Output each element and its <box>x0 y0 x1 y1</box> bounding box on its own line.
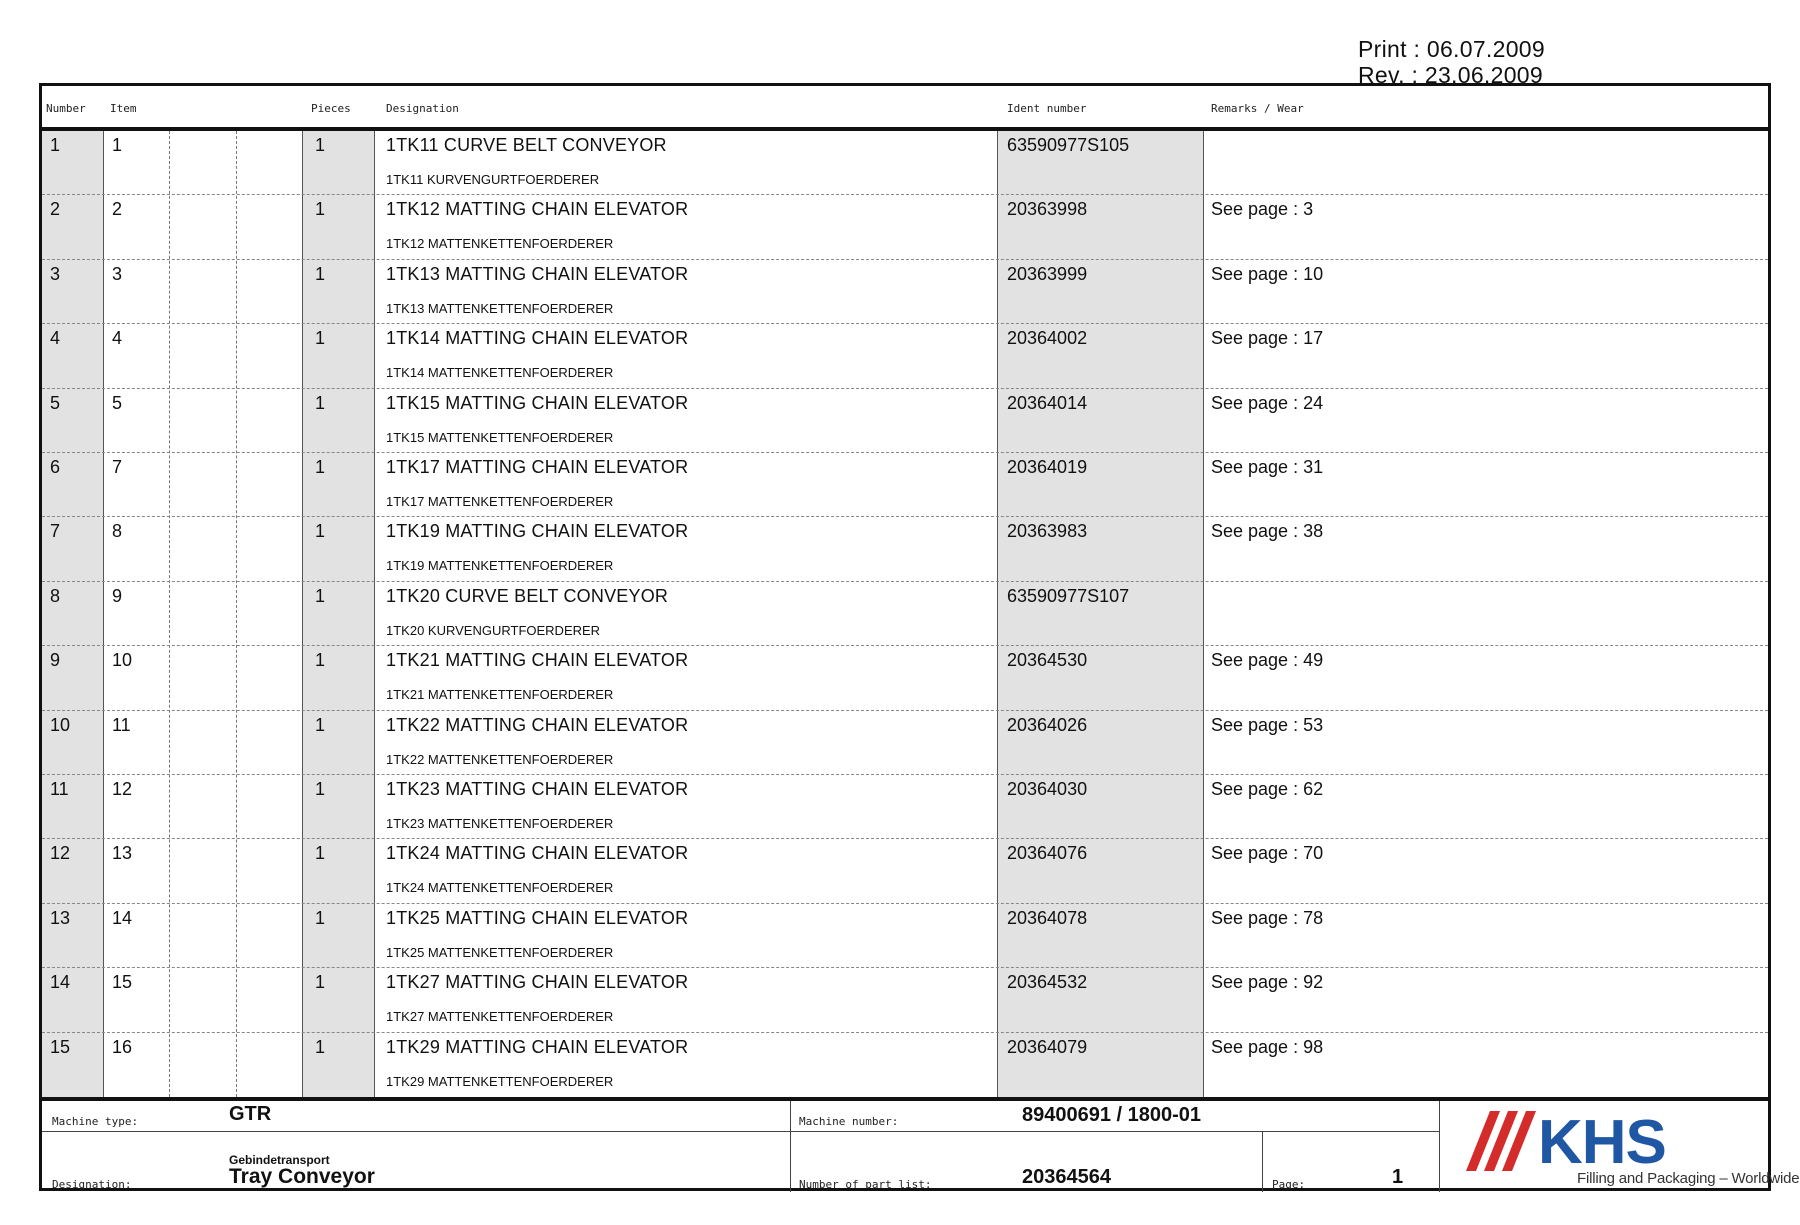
row-designation: 1TK23 MATTING CHAIN ELEVATOR <box>386 779 689 799</box>
row-pieces: 1 <box>315 199 326 220</box>
row-designation: 1TK15 MATTING CHAIN ELEVATOR <box>386 392 689 413</box>
row-number: 1 <box>50 135 61 155</box>
page-number: 1 <box>1392 1166 1404 1188</box>
table-row <box>42 711 1768 775</box>
table-row <box>42 131 1768 195</box>
table-row <box>42 517 1768 581</box>
row-remark[interactable]: See page : 78 <box>1211 907 1324 928</box>
row-designation: 1TK11 CURVE BELT CONVEYOR <box>386 135 667 155</box>
col-designation-header: Designation <box>386 102 459 115</box>
table-body <box>42 131 1768 1097</box>
row-pieces: 1 <box>315 457 326 477</box>
table-row <box>42 260 1768 324</box>
row-ident-number: 20364532 <box>1007 972 1088 993</box>
row-ident-number: 20364078 <box>1007 907 1088 928</box>
designation-german: Gebindetransport <box>229 1153 330 1167</box>
row-number: 8 <box>50 585 61 606</box>
title-block-divider <box>1262 1131 1263 1192</box>
row-pieces: 1 <box>315 585 326 606</box>
row-designation-german: 1TK22 MATTENKETTENFOERDERER <box>386 751 614 767</box>
row-designation: 1TK25 MATTING CHAIN ELEVATOR <box>386 907 689 928</box>
khs-logo <box>1462 1105 1800 1187</box>
row-item: 4 <box>112 328 123 349</box>
row-ident-number: 20363983 <box>1007 521 1088 542</box>
row-remark[interactable]: See page : 92 <box>1211 972 1324 993</box>
row-designation-german: 1TK24 MATTENKETTENFOERDERER <box>386 880 614 896</box>
row-pieces: 1 <box>315 907 326 928</box>
page-label: Page: <box>1272 1178 1306 1191</box>
row-number: 7 <box>50 521 61 542</box>
row-remark[interactable]: See page : 98 <box>1211 1036 1324 1057</box>
row-item: 15 <box>112 972 133 993</box>
row-designation-german: 1TK15 MATTENKETTENFOERDERER <box>386 429 614 445</box>
machine-number-value: 89400691 / 1800-01 <box>1022 1104 1202 1126</box>
row-remark[interactable]: See page : 31 <box>1211 457 1324 477</box>
table-row <box>42 839 1768 903</box>
row-designation-german: 1TK29 MATTENKETTENFOERDERER <box>386 1073 614 1089</box>
row-pieces: 1 <box>315 714 326 735</box>
row-ident-number: 63590977S105 <box>1007 135 1130 155</box>
row-designation-german: 1TK13 MATTENKETTENFOERDERER <box>386 300 614 316</box>
machine-number-label: Machine number: <box>799 1115 899 1128</box>
machine-type-label: Machine type: <box>52 1115 139 1128</box>
row-designation-german: 1TK19 MATTENKETTENFOERDERER <box>386 558 614 574</box>
machine-type-value: GTR <box>229 1103 272 1125</box>
title-block-divider <box>1439 1101 1440 1192</box>
row-ident-number: 20364030 <box>1007 779 1088 799</box>
part-list-value: 20364564 <box>1022 1166 1111 1188</box>
row-number: 4 <box>50 328 61 349</box>
row-designation-german: 1TK23 MATTENKETTENFOERDERER <box>386 816 614 831</box>
table-row <box>42 968 1768 1032</box>
row-pieces: 1 <box>315 263 326 284</box>
row-designation-german: 1TK25 MATTENKETTENFOERDERER <box>386 944 614 960</box>
row-designation: 1TK21 MATTING CHAIN ELEVATOR <box>386 650 689 671</box>
row-item: 16 <box>112 1036 133 1057</box>
row-number: 14 <box>50 972 71 993</box>
row-ident-number: 20363999 <box>1007 263 1088 284</box>
row-remark[interactable]: See page : 24 <box>1211 392 1324 413</box>
row-designation-german: 1TK21 MATTENKETTENFOERDERER <box>386 687 614 703</box>
row-designation: 1TK24 MATTING CHAIN ELEVATOR <box>386 843 689 864</box>
row-ident-number: 20364026 <box>1007 714 1088 735</box>
designation-english: Tray Conveyor <box>229 1165 375 1188</box>
revision-date: Rev. : 23.06.2009 <box>1358 62 1543 88</box>
row-designation: 1TK12 MATTING CHAIN ELEVATOR <box>386 199 689 220</box>
row-number: 3 <box>50 263 61 284</box>
row-number: 10 <box>50 714 71 735</box>
row-number: 2 <box>50 199 61 220</box>
row-item: 9 <box>112 585 123 606</box>
row-pieces: 1 <box>315 135 326 155</box>
row-pieces: 1 <box>315 972 326 993</box>
row-item: 2 <box>112 199 123 220</box>
row-ident-number: 20364002 <box>1007 328 1088 349</box>
row-remark[interactable]: See page : 49 <box>1211 650 1324 671</box>
row-designation: 1TK13 MATTING CHAIN ELEVATOR <box>386 263 689 284</box>
row-item: 3 <box>112 263 123 284</box>
row-designation: 1TK27 MATTING CHAIN ELEVATOR <box>386 972 689 993</box>
row-ident-number: 20364079 <box>1007 1036 1088 1057</box>
row-pieces: 1 <box>315 328 326 349</box>
row-remark[interactable]: See page : 3 <box>1211 199 1314 220</box>
row-designation: 1TK17 MATTING CHAIN ELEVATOR <box>386 457 689 477</box>
row-designation: 1TK22 MATTING CHAIN ELEVATOR <box>386 714 689 735</box>
print-info <box>1358 36 1545 88</box>
row-item: 8 <box>112 521 123 542</box>
row-designation: 1TK29 MATTING CHAIN ELEVATOR <box>386 1036 689 1057</box>
table-row <box>42 195 1768 259</box>
table-row <box>42 389 1768 453</box>
parts-list-sheet <box>39 83 1800 1191</box>
row-number: 15 <box>50 1036 71 1057</box>
col-pieces-header: Pieces <box>311 102 351 115</box>
table-row <box>42 646 1768 710</box>
title-block <box>42 1097 1800 1191</box>
table-row <box>42 453 1768 517</box>
col-ident-header: Ident number <box>1007 102 1087 115</box>
row-designation-german: 1TK20 KURVENGURTFOERDERER <box>386 622 601 638</box>
row-designation-german: 1TK27 MATTENKETTENFOERDERER <box>386 1009 614 1025</box>
row-remark[interactable]: See page : 38 <box>1211 521 1324 542</box>
row-number: 6 <box>50 457 61 477</box>
row-ident-number: 20364076 <box>1007 843 1088 864</box>
row-number: 12 <box>50 843 71 864</box>
khs-tagline: Filling and Packaging – Worldwide <box>1577 1170 1800 1187</box>
table-row <box>42 324 1768 388</box>
row-remark[interactable]: See page : 10 <box>1211 263 1324 284</box>
col-remarks-header: Remarks / Wear <box>1211 102 1304 115</box>
row-designation: 1TK19 MATTING CHAIN ELEVATOR <box>386 521 689 542</box>
row-remark[interactable]: See page : 62 <box>1211 779 1324 799</box>
row-designation: 1TK20 CURVE BELT CONVEYOR <box>386 585 669 606</box>
row-item: 7 <box>112 457 123 477</box>
row-item: 5 <box>112 392 123 413</box>
row-ident-number: 20364014 <box>1007 392 1088 413</box>
table-row <box>42 775 1768 839</box>
row-item: 14 <box>112 907 133 928</box>
table-header <box>42 86 1768 131</box>
row-designation-german: 1TK17 MATTENKETTENFOERDERER <box>386 494 614 509</box>
table-row <box>42 582 1768 646</box>
table-row <box>42 1033 1768 1097</box>
row-ident-number: 63590977S107 <box>1007 585 1130 606</box>
row-item: 13 <box>112 843 133 864</box>
table-row <box>42 904 1768 968</box>
row-pieces: 1 <box>315 779 326 799</box>
row-designation-german: 1TK11 KURVENGURTFOERDERER <box>386 172 600 187</box>
row-pieces: 1 <box>315 521 326 542</box>
row-item: 1 <box>112 135 123 155</box>
row-number: 9 <box>50 650 61 671</box>
col-item-header: Item <box>110 102 137 115</box>
row-designation-german: 1TK12 MATTENKETTENFOERDERER <box>386 236 614 252</box>
col-number-header: Number <box>46 102 86 115</box>
title-block-divider <box>790 1101 791 1192</box>
designation-label: Designation: <box>52 1178 132 1191</box>
row-number: 11 <box>50 779 69 799</box>
row-item: 11 <box>112 714 131 735</box>
row-remark[interactable]: See page : 70 <box>1211 843 1324 864</box>
row-number: 13 <box>50 907 71 928</box>
title-block-divider <box>42 1131 1439 1132</box>
row-designation: 1TK14 MATTING CHAIN ELEVATOR <box>386 328 689 349</box>
row-ident-number: 20364530 <box>1007 650 1088 671</box>
row-pieces: 1 <box>315 392 326 413</box>
row-item: 12 <box>112 779 133 799</box>
row-remark[interactable]: See page : 17 <box>1211 328 1324 349</box>
part-list-label: Number of part list: <box>799 1178 932 1191</box>
row-item: 10 <box>112 650 133 671</box>
row-pieces: 1 <box>315 843 326 864</box>
print-date: Print : 06.07.2009 <box>1358 36 1545 62</box>
row-pieces: 1 <box>315 1036 326 1057</box>
row-ident-number: 20364019 <box>1007 457 1088 477</box>
row-pieces: 1 <box>315 650 326 671</box>
row-number: 5 <box>50 392 61 413</box>
row-designation-german: 1TK14 MATTENKETTENFOERDERER <box>386 365 614 381</box>
khs-logo-wordmark: KHS <box>1538 1108 1666 1177</box>
row-remark[interactable]: See page : 53 <box>1211 714 1324 735</box>
row-ident-number: 20363998 <box>1007 199 1088 220</box>
